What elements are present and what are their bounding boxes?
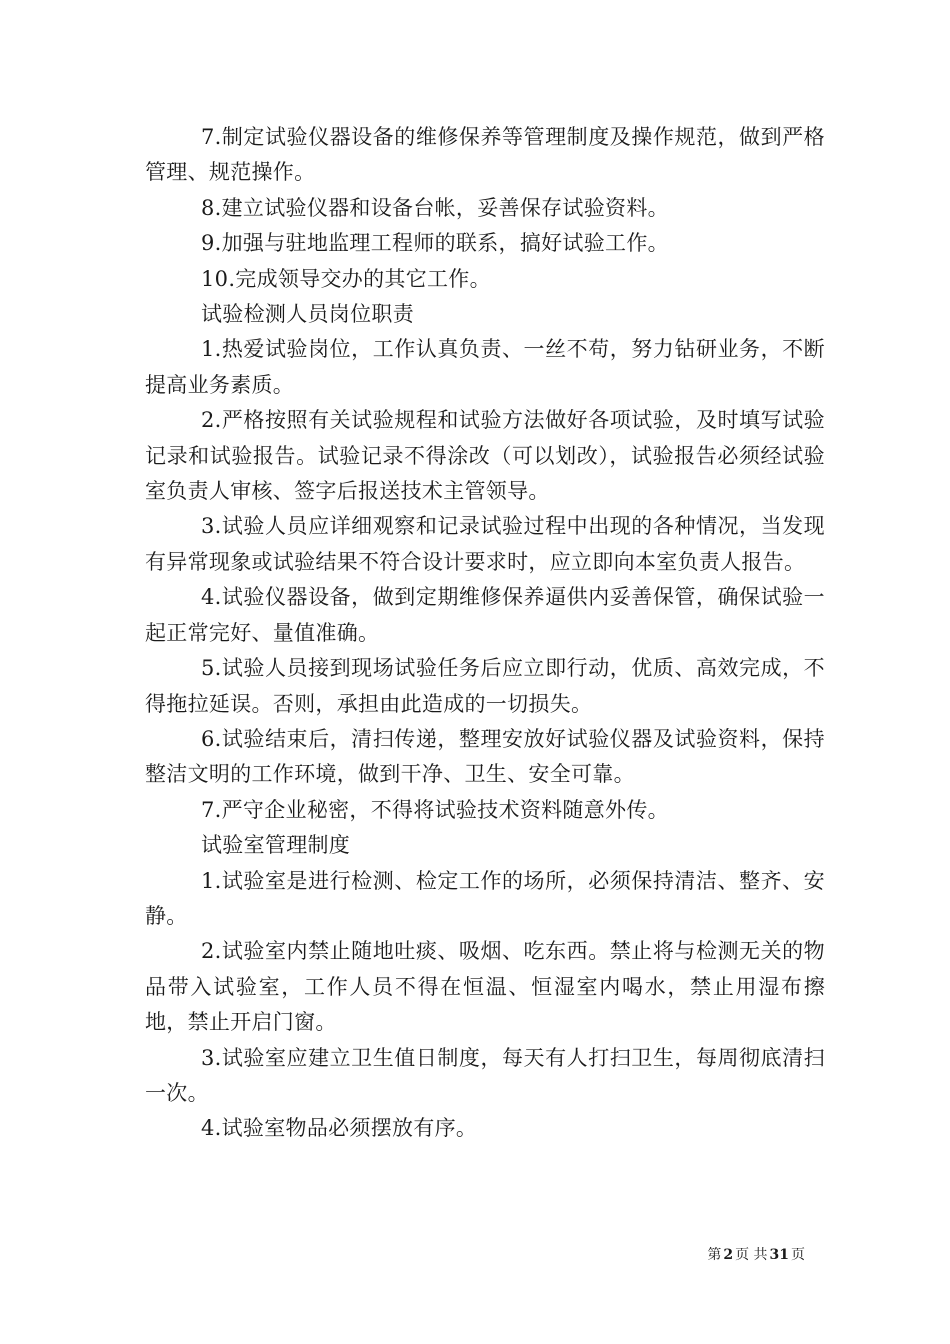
paragraph: 9.加强与驻地监理工程师的联系，搞好试验工作。	[201, 231, 669, 256]
list-item: 4.试验仪器设备，做到定期维修保养逼供内妥善保管，确保试验一起正常完好、量值准确。	[145, 585, 825, 645]
paragraph: 7.制定试验仪器设备的维修保养等管理制度及操作规范，做到严格管理、规范操作。	[145, 125, 825, 185]
list-item: 5.试验人员接到现场试验任务后应立即行动，优质、高效完成，不得拖拉延误。否则，承担由此造成的一切损失。	[145, 656, 825, 716]
list-item: 3.试验室应建立卫生值日制度，每天有人打扫卫生，每周彻底清扫一次。	[145, 1045, 825, 1105]
list-item: 1.试验室是进行检测、检定工作的场所，必须保持清洁、整齐、安静。	[145, 868, 825, 928]
page-number-footer	[707, 1246, 805, 1264]
section-title: 试验检测人员岗位职责	[201, 302, 414, 327]
section-title: 试验室管理制度	[201, 833, 351, 858]
document-body	[145, 120, 825, 1147]
total-page-count: 31	[769, 1247, 789, 1263]
list-item: 6.试验结束后，清扫传递，整理安放好试验仪器及试验资料，保持整洁文明的工作环境，做到干净、卫生、安全可靠。	[145, 726, 825, 787]
list-item: 3.试验人员应详细观察和记录试验过程中出现的各种情况，当发现有异常现象或试验结果不符合设计要求时，应立即向本室负责人报告。	[145, 514, 825, 574]
list-item: 4.试验室物品必须摆放有序。	[201, 1116, 478, 1141]
paragraph: 10.完成领导交办的其它工作。	[201, 266, 491, 291]
paragraph: 8.建立试验仪器和设备台帐，妥善保存试验资料。	[201, 195, 669, 220]
footer-middle: 页 共	[735, 1247, 768, 1263]
list-item: 2.试验室内禁止随地吐痰、吸烟、吃东西。禁止将与检测无关的物品带入试验室，工作人员不得在恒温、恒湿室内喝水，禁止用湿布擦地，禁止开启门窗。	[145, 939, 825, 1035]
list-item: 2.严格按照有关试验规程和试验方法做好各项试验，及时填写试验记录和试验报告。试验记录不得涂改（可以划改），试验报告必须经试验室负责人审核、签字后报送技术主管领导。	[145, 408, 825, 504]
footer-prefix: 第	[707, 1247, 722, 1263]
list-item: 1.热爱试验岗位，工作认真负责、一丝不苟，努力钻研业务，不断提高业务素质。	[145, 337, 825, 397]
current-page-number: 2	[723, 1247, 734, 1263]
footer-suffix: 页	[791, 1247, 805, 1263]
list-item: 7.严守企业秘密，不得将试验技术资料随意外传。	[201, 797, 669, 822]
